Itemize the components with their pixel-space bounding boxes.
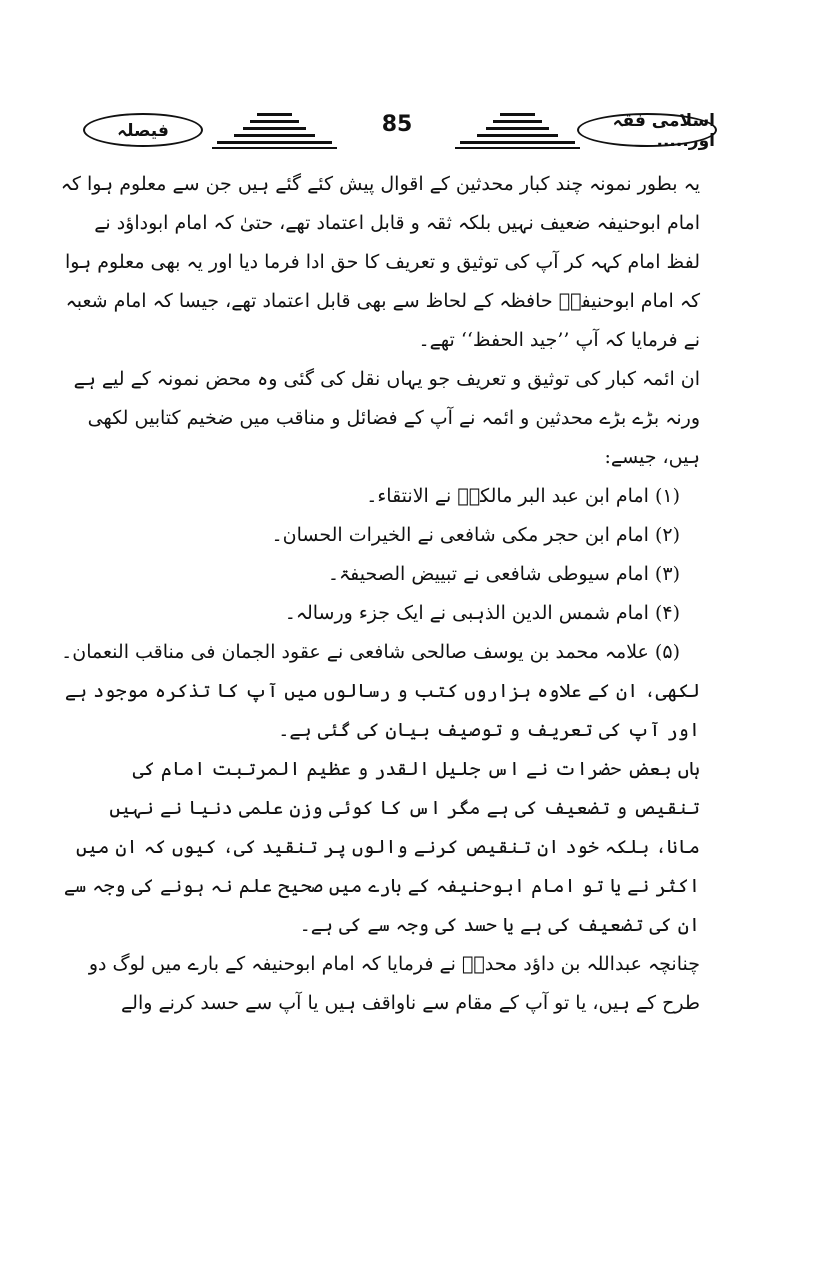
chapter-title-left: فیصلہ — [117, 120, 169, 141]
book-list-item: (۲) امام ابن حجر مکی شافعی نے الخیرات الحسان۔ — [271, 524, 680, 546]
paragraph-4: ہاں بعض حضرات نے اس جلیل القدر و عظیم المرتبت امام کی تنقیص و تضعیف کی ہے مگر اس کا کوئی وزن علمی دنیا نے نہیں مانا، بلکہ خود ان تنقیص کرنے والوں پر تنقید کی، کیوں کہ ان میں اکثر نے یا تو امام ابوحنیفہ کے بارے میں صحیح علم نہ ہونے کی وجہ سے ان کی تضعیف کی ہے یا حسد کی وجہ سے کی ہے۔ — [63, 758, 700, 936]
ornament-right-icon — [455, 110, 580, 150]
book-list-item: (۵) علامہ محمد بن یوسف صالحی شافعی نے عقود الجمان فی مناقب النعمان۔ — [61, 641, 680, 663]
paragraph-3: لکھی، ان کے علاوہ ہزاروں کتب و رسالوں میں آپ کا تذکرہ موجود ہے اور آپ کی تعریف و توصیف بیان کی گئی ہے۔ — [64, 680, 700, 741]
book-title-right: اسلامی فقہ اور..... — [612, 110, 715, 151]
ornament-left-icon — [212, 110, 337, 150]
book-list-item: (۱) امام ابن عبد البر مالکیؒ نے الانتقاء۔ — [366, 485, 680, 507]
page-header — [0, 100, 825, 160]
book-list-item: (۳) امام سیوطی شافعی نے تبییض الصحیفۃ۔ — [327, 563, 680, 585]
page-number: 85 — [381, 112, 413, 137]
paragraph-2: ان ائمہ کبار کی توثیق و تعریف جو یہاں نقل کی گئی وہ محض نمونہ کے لیے ہے ورنہ بڑے بڑے محدثین و ائمہ نے آپ کے فضائل و مناقب میں ضخیم کتابیں لکھی ہیں، جیسے: — [73, 368, 700, 468]
paragraph-5: چنانچہ عبداللہ بن داؤد محدثؒ نے فرمایا کہ امام ابوحنیفہ کے بارے میں لوگ دو طرح کے ہیں، یا تو آپ کے مقام سے ناواقف ہیں یا آپ سے حسد کرنے والے — [88, 953, 700, 1014]
chapter-oval-left — [83, 113, 203, 147]
chapter-oval-right — [577, 110, 717, 151]
book-list-item: (۴) امام شمس الدین الذہبی نے ایک جزء ورسالہ۔ — [284, 602, 680, 624]
paragraph-1: یہ بطور نمونہ چند کبار محدثین کے اقوال پیش کئے گئے ہیں جن سے معلوم ہوا کہ امام ابوحنیفہ ضعیف نہیں بلکہ ثقہ و قابل اعتماد تھے، حتیٰ کہ امام ابوداؤد نے لفظ امام کہہ کر آپ کی توثیق و تعریف کا حق ادا فرما دیا اور یہ بھی معلوم ہوا کہ امام ابوحنیفہؒ حافظہ کے لحاظ سے بھی قابل اعتماد تھے، جیسا کہ امام شعبہ نے فرمایا کہ آپ ’’جید الحفظ‘‘ تھے۔ — [60, 173, 700, 351]
page-body — [60, 165, 700, 1023]
